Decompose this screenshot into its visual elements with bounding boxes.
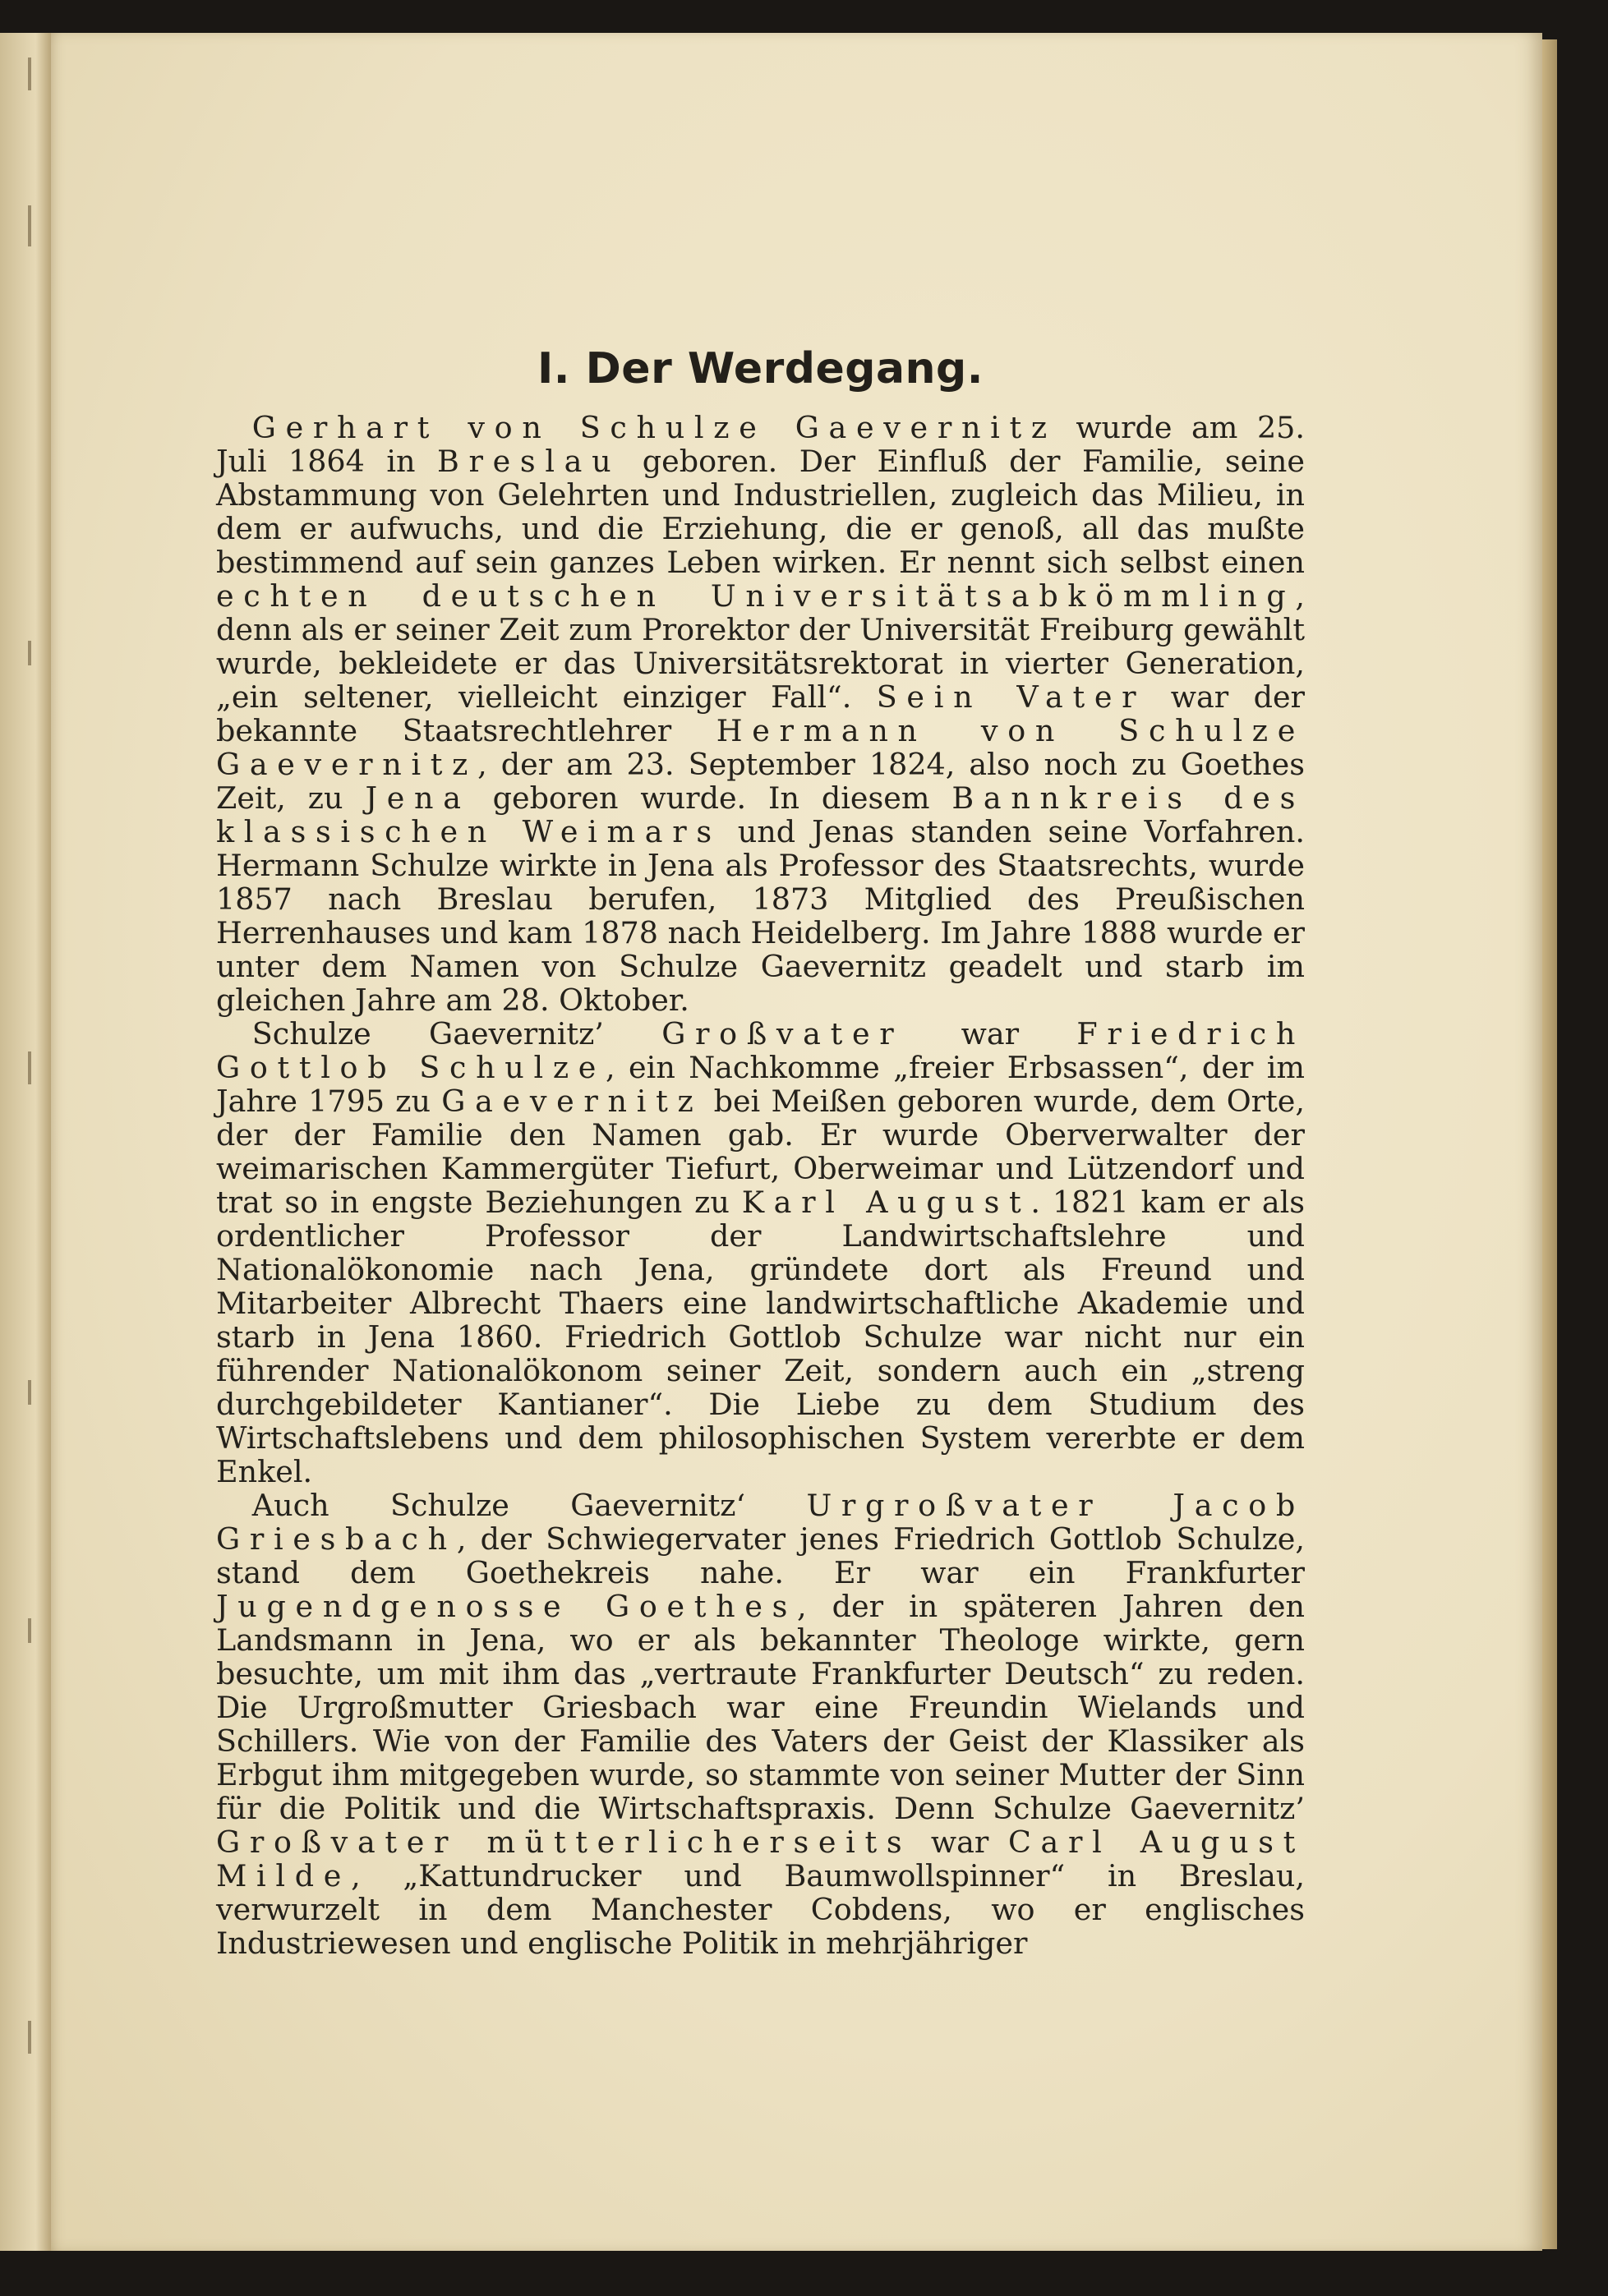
- spaced-emphasis: Breslau: [437, 444, 621, 479]
- text-run: Auch Schulze Gaevernitz‘: [251, 1488, 807, 1523]
- text-run: , der am 23. September 1824, also noch zu Goethes Zeit, zu: [216, 747, 1305, 816]
- spaced-emphasis: Gaevernitz: [441, 1084, 703, 1119]
- text-run: und Jenas standen seine Vorfahren. Hermann Schulze wirkte in Jena als Professor des Staatsrechts, wurde 1857 nach Breslau berufen, 1873 Mitglied des Preußischen Herrenhauses und kam 1878 nach Heidelberg. Im Jahre 1888 wurde er unter dem Namen von Schulze Gaevernitz geadelt und starb im gleichen Jahre am 28. Oktober.: [216, 814, 1305, 1018]
- paragraph: [216, 1488, 1305, 1960]
- text-run: war der bekannte Staatsrechtlehrer: [216, 679, 1305, 748]
- text-run: geboren wurde. In diesem: [470, 780, 952, 816]
- text-run: , der Schwiegervater jenes Friedrich Gottlob Schulze, stand dem Goethekreis nahe. Er war ein Frankfurter: [216, 1521, 1305, 1590]
- spaced-emphasis: Urgroßvater Jacob Griesbach: [216, 1488, 1305, 1557]
- text-run: war: [911, 1824, 1008, 1860]
- left-page-edge: [0, 33, 51, 2251]
- paragraph: [216, 1017, 1305, 1488]
- text-run: , der in späteren Jahren den Landsmann in Jena, wo er als bekannter Theologe wirkte, gern besuchte, um mit ihm das „vertraute Frankfurter Deutsch“ zu reden. Die Urgroßmutter Griesbach war eine Freundin Wielands und Schillers. Wie von der Familie des Vaters der Geist der Klassiker als Erbgut ihm mitgegeben wurde, so stammte von seiner Mutter der Sinn für die Politik und die Wirtschaftspraxis. Denn Schulze Gaevernitz’: [216, 1589, 1305, 1826]
- chapter-heading: I. Der Werdegang.: [537, 344, 984, 393]
- spaced-emphasis: Carl August Milde: [216, 1824, 1305, 1893]
- text-run: . 1821 kam er als ordentlicher Professor der Landwirtschaftslehre und Nationalökonomie nach Jena, gründete dort als Freund und Mitarbeiter Albrecht Thaers eine landwirtschaftliche Akademie und starb in Jena 1860. Friedrich Gottlob Schulze war nicht nur ein führender Nationalökonom seiner Zeit, sondern auch ein „streng durchgebildeter Kantianer“. Die Liebe zu dem Studium des Wirtschaftslebens und dem philosophischen System vererbte er dem Enkel.: [216, 1185, 1306, 1489]
- text-run: Schulze Gaevernitz’: [251, 1016, 662, 1051]
- spaced-emphasis: echten deutschen Universitätsabkömmling: [216, 578, 1296, 614]
- spaced-emphasis: Großvater mütterlicherseits: [216, 1824, 912, 1860]
- spaced-emphasis: Sein Vater: [876, 679, 1146, 715]
- text-run: bei Meißen geboren wurde, dem Orte, der der Familie den Namen gab. Er wurde Oberverwalter der weimarischen Kammergüter Tiefurt, Oberweimar und Lützendorf und trat so in engste Beziehungen zu: [216, 1084, 1305, 1220]
- spaced-emphasis: Jena: [365, 780, 471, 816]
- paragraph: [216, 411, 1305, 1017]
- text-run: wurde am 25. Juli 1864 in: [216, 410, 1305, 479]
- text-run: , „Kattundrucker und Baumwollspinner“ in Breslau, verwurzelt in dem Manchester Cobdens, wo er englisches Industriewesen und englische Politik in mehrjähriger: [216, 1858, 1305, 1961]
- spaced-emphasis: Jugendgenosse Goethes: [216, 1589, 798, 1624]
- spaced-emphasis: Friedrich Gottlob Schulze: [216, 1016, 1306, 1085]
- spaced-emphasis: Karl August: [741, 1185, 1031, 1220]
- spaced-emphasis: Großvater: [661, 1016, 904, 1051]
- page-content: [216, 343, 1305, 1960]
- body-text: [216, 411, 1305, 1960]
- text-run: , ein Nachkomme „freier Erbsassen“, der im Jahre 1795 zu: [216, 1050, 1306, 1119]
- text-run: geboren. Der Einfluß der Familie, seine Abstammung von Gelehrten und Industriellen, zugleich das Milieu, in dem er aufwuchs, und die Erziehung, die er genoß, all das mußte bestimmend auf sein ganzes Leben wirken. Er nennt sich selbst einen: [216, 444, 1305, 580]
- spaced-emphasis: Bannkreis des klassischen Weimars: [216, 780, 1305, 849]
- text-run: , denn als er seiner Zeit zum Prorektor der Universität Freiburg gewählt wurde, bekleidete er das Universitätsrektorat in vierter Generation, „ein seltener, vielleicht einziger Fall“.: [216, 578, 1305, 715]
- spaced-emphasis: Hermann von Schulze Gaevernitz: [216, 713, 1305, 782]
- spaced-emphasis: Gerhart von Schulze Gaevernitz: [251, 410, 1057, 445]
- page-stack-edge: [1542, 39, 1557, 2249]
- text-run: war: [903, 1016, 1077, 1051]
